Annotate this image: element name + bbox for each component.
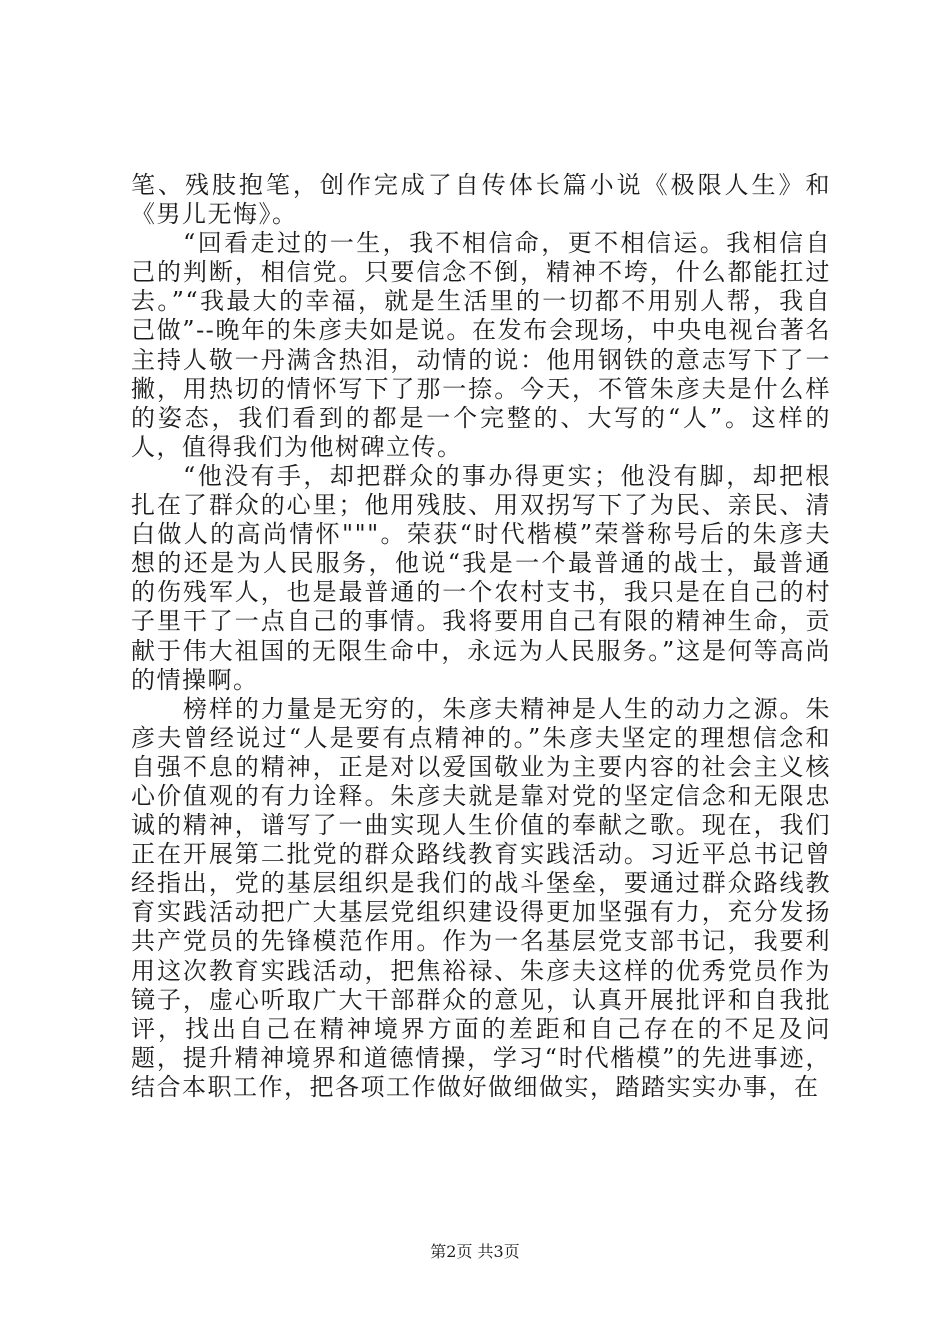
page-footer: 第2页 共3页 [430,1242,520,1261]
paragraph-2: “回看走过的一生，我不相信命，更不相信运。我相信自己的判断，相信党。只要信念不倒，精神不垮，什么都能扛过去。”“我最大的幸福，就是生活里的一切都不用别人帮，我自己做”--晚年的朱彦夫如是说。在发布会现场，中央电视台著名主持人敬一丹满含热泪，动情的说：他用钢铁的意志写下了一撇，用热切的情怀写下了那一捺。今天，不管朱彦夫是什么样的姿态，我们看到的都是一个完整的、大写的“人”。这样的人，值得我们为他树碑立传。 [131,229,831,461]
paragraph-3: “他没有手，却把群众的事办得更实；他没有脚，却把根扎在了群众的心里；他用残肢、用双拐写下了为民、亲民、清白做人的高尚情怀"""。荣获“时代楷模”荣誉称号后的朱彦夫想的还是为人民服务，他说“我是一个最普通的战士，最普通的伤残军人，也是最普通的一个农村支书，我只是在自己的村子里干了一点自己的事情。我将要用自己有限的精神生命，贡献于伟大祖国的无限生命中，永远为人民服务。”这是何等高尚的情操啊。 [131,461,831,694]
paragraph-1: 笔、残肢抱笔，创作完成了自传体长篇小说《极限人生》和《男儿无悔》。 [131,171,831,229]
document-body [131,171,831,1102]
paragraph-4: 榜样的力量是无穷的，朱彦夫精神是人生的动力之源。朱彦夫曾经说过“人是要有点精神的。”朱彦夫坚定的理想信念和自强不息的精神，正是对以爱国敬业为主要内容的社会主义核心价值观的有力诠释。朱彦夫就是靠对党的坚定信念和无限忠诚的精神，谱写了一曲实现人生价值的奉献之歌。现在，我们正在开展第二批党的群众路线教育实践活动。习近平总书记曾经指出，党的基层组织是我们的战斗堡垒，要通过群众路线教育实践活动把广大基层党组织建设得更加坚强有力，充分发扬共产党员的先锋模范作用。作为一名基层党支部书记，我要利用这次教育实践活动，把焦裕禄、朱彦夫这样的优秀党员作为镜子，虚心听取广大干部群众的意见，认真开展批评和自我批评，找出自己在精神境界方面的差距和自己存在的不足及问题，提升精神境界和道德情操，学习“时代楷模”的先进事迹，结合本职工作，把各项工作做好做细做实，踏踏实实办事，在 [131,694,831,1101]
